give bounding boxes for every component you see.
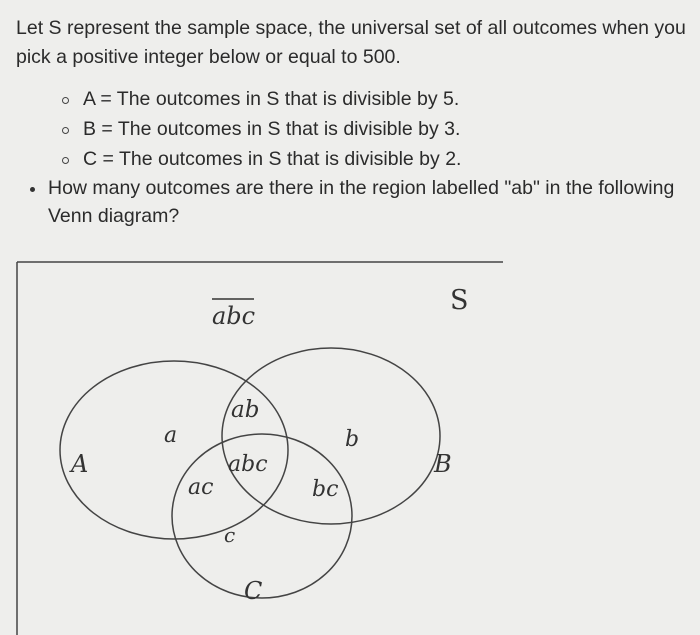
region-abc: abc — [228, 452, 268, 477]
definition-c: C = The outcomes in S that is divisible by 2. — [16, 144, 686, 174]
region-ab: ab — [231, 397, 260, 423]
universe-label: S — [450, 285, 469, 316]
question-intro: Let S represent the sample space, the universal set of all outcomes when you pick a positive integer below or equal to 500. — [16, 17, 686, 68]
set-definitions — [16, 84, 686, 174]
question-text — [16, 14, 686, 230]
set-label-a: A — [71, 450, 89, 478]
set-label-b: B — [434, 450, 452, 478]
outside-region-label: abc — [212, 302, 256, 330]
definition-a: A = The outcomes in S that is divisible by 5. — [16, 84, 686, 114]
question-prompt: How many outcomes are there in the region labelled "ab" in the following Venn diagram? — [16, 174, 686, 230]
definition-b: B = The outcomes in S that is divisible by 3. — [16, 114, 686, 144]
set-label-c: C — [244, 577, 263, 605]
circle-a — [60, 361, 288, 539]
region-bc: bc — [312, 477, 339, 502]
region-c: c — [224, 523, 236, 547]
region-b: b — [345, 427, 360, 452]
region-ac: ac — [188, 475, 214, 500]
venn-diagram — [16, 258, 700, 635]
region-a: a — [164, 423, 178, 448]
